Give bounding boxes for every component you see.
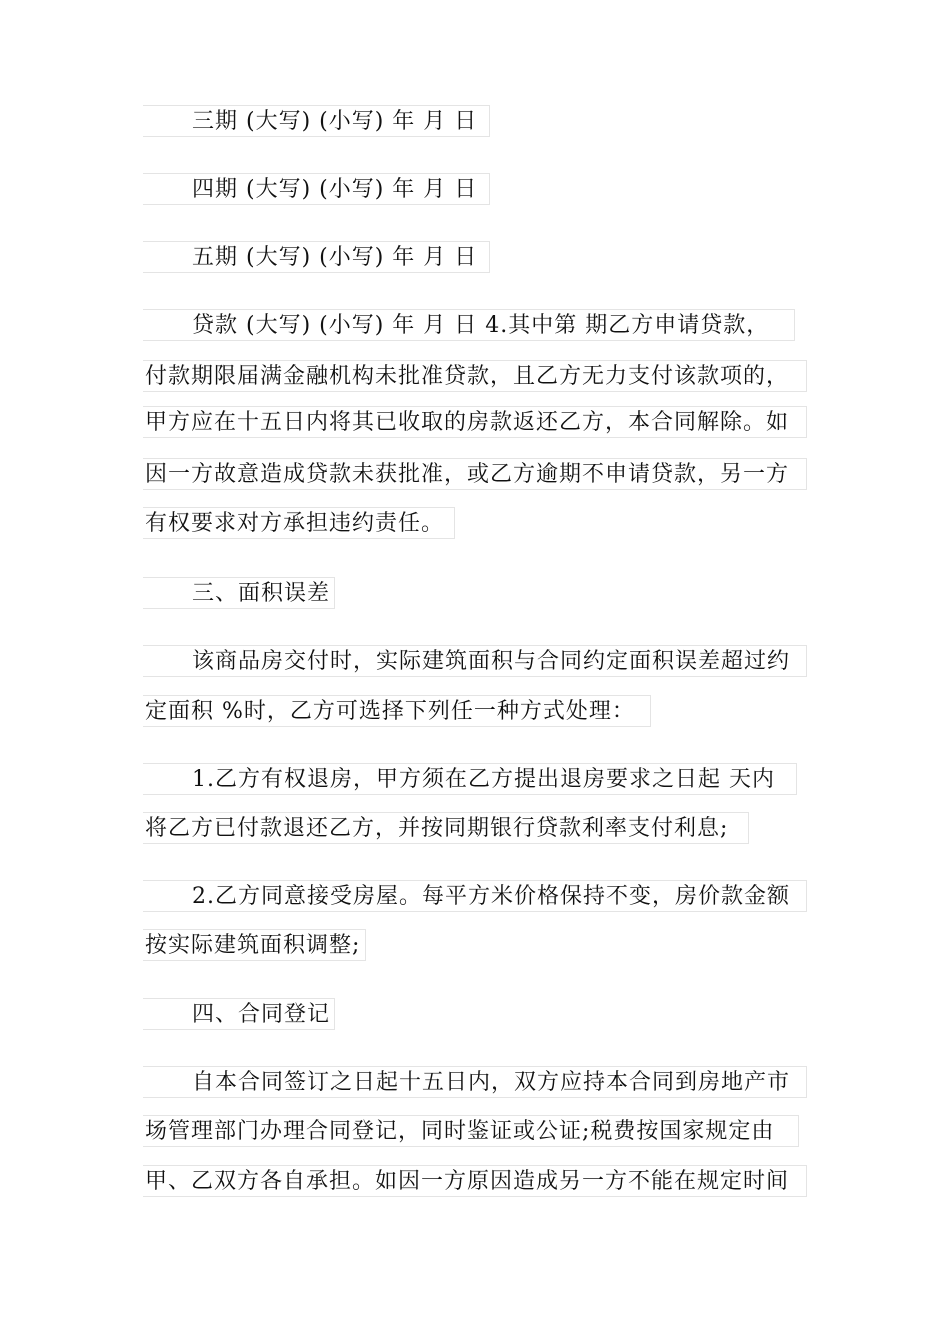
text-line: 场管理部门办理合同登记，同时鉴证或公证;税费按国家规定由 <box>143 1115 799 1147</box>
text-line: 四期 (大写) (小写) 年 月 日 <box>143 173 490 205</box>
text-line: 付款期限届满金融机构未批准贷款，且乙方无力支付该款项的， <box>143 360 807 392</box>
text-line: 三期 (大写) (小写) 年 月 日 <box>143 105 490 137</box>
text-line: 贷款 (大写) (小写) 年 月 日 4.其中第 期乙方申请贷款， <box>143 309 795 341</box>
text-line: 有权要求对方承担违约责任。 <box>143 507 455 539</box>
text-line: 自本合同签订之日起十五日内，双方应持本合同到房地产市 <box>143 1066 807 1098</box>
section-heading: 三、面积误差 <box>143 577 335 609</box>
text-line: 甲方应在十五日内将其已收取的房款返还乙方，本合同解除。如 <box>143 406 807 438</box>
text-line: 五期 (大写) (小写) 年 月 日 <box>143 241 490 273</box>
text-line: 按实际建筑面积调整; <box>143 929 366 961</box>
text-line: 将乙方已付款退还乙方，并按同期银行贷款利率支付利息; <box>143 812 749 844</box>
text-line: 甲、乙双方各自承担。如因一方原因造成另一方不能在规定时间 <box>143 1165 807 1197</box>
text-line: 该商品房交付时，实际建筑面积与合同约定面积误差超过约 <box>143 645 807 677</box>
text-line: 因一方故意造成贷款未获批准，或乙方逾期不申请贷款，另一方 <box>143 458 807 490</box>
text-line: 2.乙方同意接受房屋。每平方米价格保持不变，房价款金额 <box>143 880 807 912</box>
section-heading: 四、合同登记 <box>143 998 335 1030</box>
text-line: 定面积 %时，乙方可选择下列任一种方式处理： <box>143 695 651 727</box>
text-line: 1.乙方有权退房，甲方须在乙方提出退房要求之日起 天内 <box>143 763 797 795</box>
